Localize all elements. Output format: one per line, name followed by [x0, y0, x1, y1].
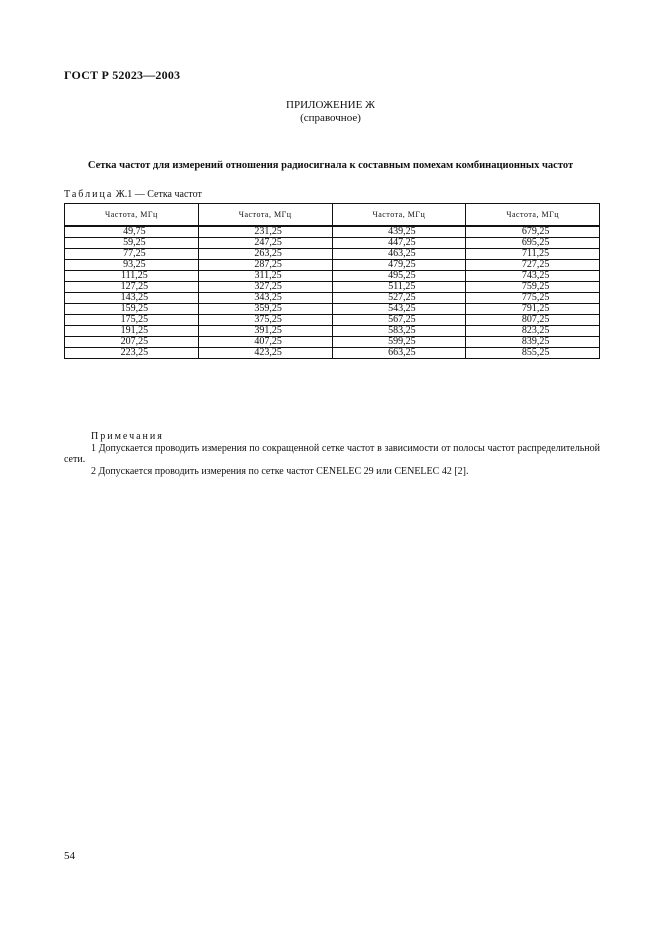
table-row: [65, 226, 600, 238]
table-row: [65, 238, 600, 249]
table-cell: 807,25: [466, 315, 600, 326]
page-number: 54: [64, 850, 75, 862]
table-cell: 839,25: [466, 337, 600, 348]
table-cell: 175,25: [65, 315, 199, 326]
table-cell: 375,25: [198, 315, 332, 326]
table-cell: 343,25: [198, 293, 332, 304]
table-cell: 407,25: [198, 337, 332, 348]
table-cell: 791,25: [466, 304, 600, 315]
appendix-subtitle: (справочное): [300, 112, 361, 124]
table-row: [65, 326, 600, 337]
table-row: [65, 260, 600, 271]
appendix-block: [0, 99, 661, 125]
note-item: 1 Допускается проводить измерения по сокращенной сетке частот в зависимости от полосы частот распределительной сети.: [64, 442, 600, 465]
table-cell: 775,25: [466, 293, 600, 304]
column-header: Частота, МГц: [332, 204, 466, 227]
table-cell: 663,25: [332, 348, 466, 359]
table-cell: 311,25: [198, 271, 332, 282]
table-cell: 263,25: [198, 249, 332, 260]
table-cell: 599,25: [332, 337, 466, 348]
appendix-title: ПРИЛОЖЕНИЕ Ж: [286, 99, 375, 111]
table-cell: 111,25: [65, 271, 199, 282]
table-cell: 223,25: [65, 348, 199, 359]
table-cell: 479,25: [332, 260, 466, 271]
table-cell: 359,25: [198, 304, 332, 315]
notes-heading: Примечания: [91, 431, 164, 442]
table-cell: 327,25: [198, 282, 332, 293]
table-cell: 495,25: [332, 271, 466, 282]
table-cell: 77,25: [65, 249, 199, 260]
table-cell: 511,25: [332, 282, 466, 293]
table-cell: 679,25: [466, 226, 600, 238]
table-cell: 463,25: [332, 249, 466, 260]
table-caption: [64, 189, 202, 200]
table-cell: 59,25: [65, 238, 199, 249]
table-cell: 727,25: [466, 260, 600, 271]
table-cell: 439,25: [332, 226, 466, 238]
table-caption-text: Ж.1 — Сетка частот: [113, 189, 202, 200]
table-cell: 823,25: [466, 326, 600, 337]
table-cell: 93,25: [65, 260, 199, 271]
table-cell: 127,25: [65, 282, 199, 293]
table-row: [65, 337, 600, 348]
table-cell: 191,25: [65, 326, 199, 337]
table-cell: 207,25: [65, 337, 199, 348]
table-row: [65, 293, 600, 304]
table-header-row: [65, 204, 600, 227]
section-title: Сетка частот для измерений отношения радиосигнала к составным помехам комбинационных частот: [87, 160, 574, 171]
table-cell: 759,25: [466, 282, 600, 293]
column-header: Частота, МГц: [198, 204, 332, 227]
table-cell: 527,25: [332, 293, 466, 304]
column-header: Частота, МГц: [466, 204, 600, 227]
table-caption-word: Таблица: [64, 189, 114, 200]
table-cell: 447,25: [332, 238, 466, 249]
note-item: 2 Допускается проводить измерения по сетке частот CENELEC 29 или CENELEC 42 [2].: [91, 465, 469, 477]
table-cell: 855,25: [466, 348, 600, 359]
table-row: [65, 282, 600, 293]
table-cell: 231,25: [198, 226, 332, 238]
document-header: ГОСТ Р 52023—2003: [64, 68, 181, 82]
table-cell: 695,25: [466, 238, 600, 249]
table-cell: 391,25: [198, 326, 332, 337]
table-cell: 711,25: [466, 249, 600, 260]
table-cell: 423,25: [198, 348, 332, 359]
table-cell: 287,25: [198, 260, 332, 271]
table-row: [65, 271, 600, 282]
column-header: Частота, МГц: [65, 204, 199, 227]
table-cell: 743,25: [466, 271, 600, 282]
table-row: [65, 348, 600, 359]
frequency-table: [64, 203, 600, 359]
table-cell: 49,75: [65, 226, 199, 238]
notes-block: [64, 431, 600, 477]
table-cell: 567,25: [332, 315, 466, 326]
table-cell: 543,25: [332, 304, 466, 315]
table-row: [65, 304, 600, 315]
table-row: [65, 249, 600, 260]
table-cell: 143,25: [65, 293, 199, 304]
table-cell: 583,25: [332, 326, 466, 337]
table-row: [65, 315, 600, 326]
table-cell: 247,25: [198, 238, 332, 249]
table-cell: 159,25: [65, 304, 199, 315]
